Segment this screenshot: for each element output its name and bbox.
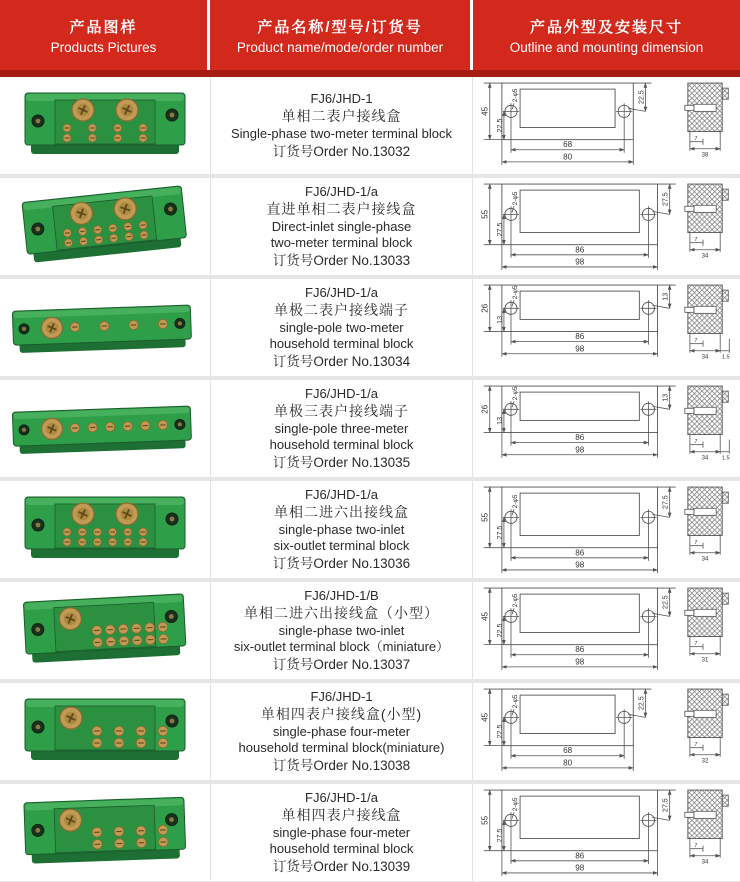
product-model: FJ6/JHD-1 bbox=[310, 688, 373, 704]
product-order-number: 订货号Order No.13034 bbox=[272, 353, 411, 369]
svg-text:38: 38 bbox=[701, 152, 708, 159]
dimension-drawing bbox=[479, 684, 735, 779]
svg-text:80: 80 bbox=[562, 758, 572, 768]
product-photo bbox=[5, 584, 205, 678]
svg-text:7: 7 bbox=[693, 843, 697, 850]
product-order-number: 订货号Order No.13038 bbox=[272, 757, 411, 773]
product-name-zh: 单相二进六出接线盒 bbox=[274, 503, 409, 520]
svg-text:1.5: 1.5 bbox=[721, 455, 730, 462]
svg-text:86: 86 bbox=[574, 433, 584, 443]
svg-text:45: 45 bbox=[480, 611, 490, 621]
svg-text:2-φ5: 2-φ5 bbox=[511, 797, 519, 812]
svg-text:34: 34 bbox=[701, 556, 708, 563]
svg-text:27.5: 27.5 bbox=[662, 798, 670, 813]
dimension-drawing-cell bbox=[472, 178, 740, 275]
svg-text:2-φ5: 2-φ5 bbox=[511, 88, 519, 103]
svg-text:86: 86 bbox=[574, 645, 584, 655]
product-info-cell bbox=[210, 279, 472, 376]
product-name-zh: 单极二表户接线端子 bbox=[274, 301, 409, 318]
product-order-number: 订货号Order No.13032 bbox=[272, 143, 411, 159]
svg-text:7: 7 bbox=[693, 641, 697, 648]
svg-text:86: 86 bbox=[574, 548, 584, 558]
header-shadow-strip bbox=[0, 70, 740, 77]
dimension-drawing-cell bbox=[472, 380, 740, 477]
header-dimension-en: Outline and mounting dimension bbox=[509, 39, 704, 55]
product-row bbox=[0, 481, 740, 578]
product-name-en bbox=[239, 724, 445, 756]
product-info-cell bbox=[210, 77, 472, 174]
svg-text:26: 26 bbox=[480, 303, 490, 313]
product-name-en-line: two-meter terminal block bbox=[270, 234, 413, 250]
product-name-en-line: single-pole two-meter bbox=[279, 319, 404, 335]
dimension-drawing-cell bbox=[472, 279, 740, 376]
svg-text:7: 7 bbox=[693, 237, 697, 244]
svg-text:22.5: 22.5 bbox=[496, 118, 504, 133]
product-name-en-line: household terminal block bbox=[269, 840, 414, 856]
product-photo bbox=[5, 79, 205, 173]
dimension-drawing bbox=[479, 78, 735, 173]
product-name-en-line: household terminal block(miniature) bbox=[238, 739, 445, 755]
svg-text:2-φ5: 2-φ5 bbox=[511, 285, 519, 300]
product-name-zh: 单相二表户接线盒 bbox=[281, 107, 402, 124]
svg-text:27.5: 27.5 bbox=[662, 192, 670, 207]
svg-text:98: 98 bbox=[574, 257, 584, 267]
product-photo bbox=[5, 382, 205, 476]
svg-text:34: 34 bbox=[701, 455, 708, 462]
product-name-zh: 单相二进六出接线盒（小型） bbox=[244, 604, 439, 621]
product-row bbox=[0, 178, 740, 275]
dimension-drawing bbox=[479, 280, 735, 375]
svg-text:13: 13 bbox=[662, 292, 670, 301]
svg-text:68: 68 bbox=[562, 746, 572, 756]
product-row bbox=[0, 380, 740, 477]
header-name-zh: 产品名称/型号/订货号 bbox=[257, 18, 423, 36]
product-name-zh: 单极三表户接线端子 bbox=[274, 402, 409, 419]
product-photo bbox=[5, 281, 205, 375]
svg-text:32: 32 bbox=[701, 758, 708, 765]
product-picture-cell bbox=[0, 380, 210, 477]
product-picture-cell bbox=[0, 77, 210, 174]
svg-text:55: 55 bbox=[480, 209, 490, 219]
product-name-en-line: single-phase four-meter bbox=[272, 824, 411, 840]
svg-text:7: 7 bbox=[693, 338, 697, 345]
svg-text:98: 98 bbox=[574, 560, 584, 570]
dimension-drawing bbox=[479, 482, 735, 577]
svg-text:13: 13 bbox=[496, 315, 504, 324]
svg-text:7: 7 bbox=[693, 742, 697, 749]
product-info-cell bbox=[210, 380, 472, 477]
svg-text:22.5: 22.5 bbox=[662, 595, 670, 610]
svg-text:2-φ5: 2-φ5 bbox=[511, 593, 519, 608]
svg-text:2-φ5: 2-φ5 bbox=[511, 191, 519, 206]
header-col-pictures bbox=[0, 0, 207, 70]
product-row bbox=[0, 784, 740, 881]
header-pictures-zh: 产品图样 bbox=[69, 18, 138, 36]
dimension-drawing bbox=[479, 179, 735, 274]
svg-text:26: 26 bbox=[480, 404, 490, 414]
product-name-en-line: single-phase four-meter bbox=[272, 723, 411, 739]
product-order-number: 订货号Order No.13036 bbox=[272, 555, 411, 571]
product-row bbox=[0, 279, 740, 376]
header-dimension-zh: 产品外型及安装尺寸 bbox=[529, 18, 683, 36]
dimension-drawing-cell bbox=[472, 683, 740, 780]
svg-text:98: 98 bbox=[574, 344, 584, 354]
product-name-en-line: six-outlet terminal block bbox=[273, 537, 410, 553]
product-picture-cell bbox=[0, 481, 210, 578]
product-photo bbox=[5, 180, 205, 274]
product-row bbox=[0, 683, 740, 780]
header-name-en: Product name/mode/order number bbox=[236, 39, 444, 55]
product-model: FJ6/JHD-1/a bbox=[305, 789, 378, 805]
svg-text:13: 13 bbox=[662, 393, 670, 402]
product-info-cell bbox=[210, 481, 472, 578]
product-model: FJ6/JHD-1/a bbox=[305, 284, 378, 300]
product-photo bbox=[5, 483, 205, 577]
product-name-en bbox=[231, 126, 452, 142]
product-row bbox=[0, 77, 740, 174]
product-rows bbox=[0, 77, 740, 882]
header-col-dimension bbox=[473, 0, 740, 70]
svg-text:45: 45 bbox=[480, 106, 490, 116]
svg-text:98: 98 bbox=[574, 657, 584, 667]
svg-text:98: 98 bbox=[574, 445, 584, 455]
product-info-cell bbox=[210, 178, 472, 275]
product-name-en-line: single-pole three-meter bbox=[274, 420, 409, 436]
svg-text:34: 34 bbox=[701, 354, 708, 361]
svg-text:86: 86 bbox=[574, 851, 584, 861]
svg-text:86: 86 bbox=[574, 332, 584, 342]
table-header bbox=[0, 0, 740, 70]
svg-text:55: 55 bbox=[480, 512, 490, 522]
product-model: FJ6/JHD-1/B bbox=[304, 587, 379, 603]
product-name-en bbox=[270, 421, 414, 453]
header-pictures-en: Products Pictures bbox=[50, 39, 157, 55]
svg-text:80: 80 bbox=[562, 152, 572, 162]
product-model: FJ6/JHD-1/a bbox=[305, 385, 378, 401]
product-name-en-line: single-phase two-inlet bbox=[278, 622, 405, 638]
svg-text:98: 98 bbox=[574, 863, 584, 873]
dimension-drawing bbox=[479, 583, 735, 678]
svg-text:27.5: 27.5 bbox=[496, 525, 504, 540]
header-col-name bbox=[210, 0, 470, 70]
product-name-en-line: household terminal block bbox=[269, 436, 414, 452]
product-photo bbox=[5, 786, 205, 880]
svg-text:2-φ5: 2-φ5 bbox=[511, 386, 519, 401]
product-order-number: 订货号Order No.13037 bbox=[272, 656, 411, 672]
product-name-en bbox=[270, 320, 414, 352]
product-model: FJ6/JHD-1 bbox=[310, 90, 373, 106]
product-picture-cell bbox=[0, 582, 210, 679]
svg-text:34: 34 bbox=[701, 253, 708, 260]
svg-text:7: 7 bbox=[693, 540, 697, 547]
dimension-drawing-cell bbox=[472, 77, 740, 174]
product-name-zh: 直进单相二表户接线盒 bbox=[266, 200, 417, 217]
product-picture-cell bbox=[0, 279, 210, 376]
product-picture-cell bbox=[0, 784, 210, 881]
svg-text:7: 7 bbox=[693, 439, 697, 446]
svg-text:22.5: 22.5 bbox=[496, 724, 504, 739]
product-name-en-line: Direct-inlet single-phase bbox=[271, 218, 412, 234]
dimension-drawing-cell bbox=[472, 784, 740, 881]
svg-text:27.5: 27.5 bbox=[662, 495, 670, 510]
product-name-en-line: single-phase two-inlet bbox=[278, 521, 405, 537]
svg-text:86: 86 bbox=[574, 245, 584, 255]
svg-text:2-φ5: 2-φ5 bbox=[511, 694, 519, 709]
svg-text:7: 7 bbox=[693, 136, 697, 143]
product-name-zh: 单相四表户接线盒 bbox=[281, 806, 402, 823]
dimension-drawing-cell bbox=[472, 582, 740, 679]
svg-text:27.5: 27.5 bbox=[496, 222, 504, 237]
product-picture-cell bbox=[0, 178, 210, 275]
svg-text:34: 34 bbox=[701, 859, 708, 866]
product-name-en-line: six-outlet terminal block（miniature） bbox=[233, 638, 450, 654]
product-name-en bbox=[270, 825, 414, 857]
product-model: FJ6/JHD-1/a bbox=[305, 486, 378, 502]
product-name-zh: 单相四表户接线盒(小型) bbox=[260, 705, 423, 722]
product-name-en bbox=[234, 623, 449, 655]
svg-text:31: 31 bbox=[701, 657, 708, 664]
product-name-en bbox=[274, 522, 410, 554]
dimension-drawing bbox=[479, 381, 735, 476]
svg-text:27.5: 27.5 bbox=[496, 828, 504, 843]
product-order-number: 订货号Order No.13039 bbox=[272, 858, 411, 874]
product-name-en bbox=[271, 219, 413, 251]
product-row bbox=[0, 582, 740, 679]
product-info-cell bbox=[210, 582, 472, 679]
product-name-en-line: household terminal block bbox=[269, 335, 414, 351]
svg-text:2-φ5: 2-φ5 bbox=[511, 494, 519, 509]
svg-text:22.5: 22.5 bbox=[637, 90, 645, 105]
svg-text:22.5: 22.5 bbox=[637, 696, 645, 711]
svg-text:68: 68 bbox=[562, 140, 572, 150]
dimension-drawing bbox=[479, 785, 735, 880]
product-info-cell bbox=[210, 784, 472, 881]
product-picture-cell bbox=[0, 683, 210, 780]
product-order-number: 订货号Order No.13033 bbox=[272, 252, 411, 268]
svg-text:45: 45 bbox=[480, 712, 490, 722]
product-model: FJ6/JHD-1/a bbox=[305, 183, 378, 199]
svg-text:55: 55 bbox=[480, 815, 490, 825]
product-photo bbox=[5, 685, 205, 779]
svg-text:13: 13 bbox=[496, 416, 504, 425]
dimension-drawing-cell bbox=[472, 481, 740, 578]
product-name-en-line: Single-phase two-meter terminal block bbox=[230, 125, 453, 141]
product-order-number: 订货号Order No.13035 bbox=[272, 454, 411, 470]
svg-text:1.5: 1.5 bbox=[721, 354, 730, 361]
svg-text:22.5: 22.5 bbox=[496, 623, 504, 638]
product-info-cell bbox=[210, 683, 472, 780]
